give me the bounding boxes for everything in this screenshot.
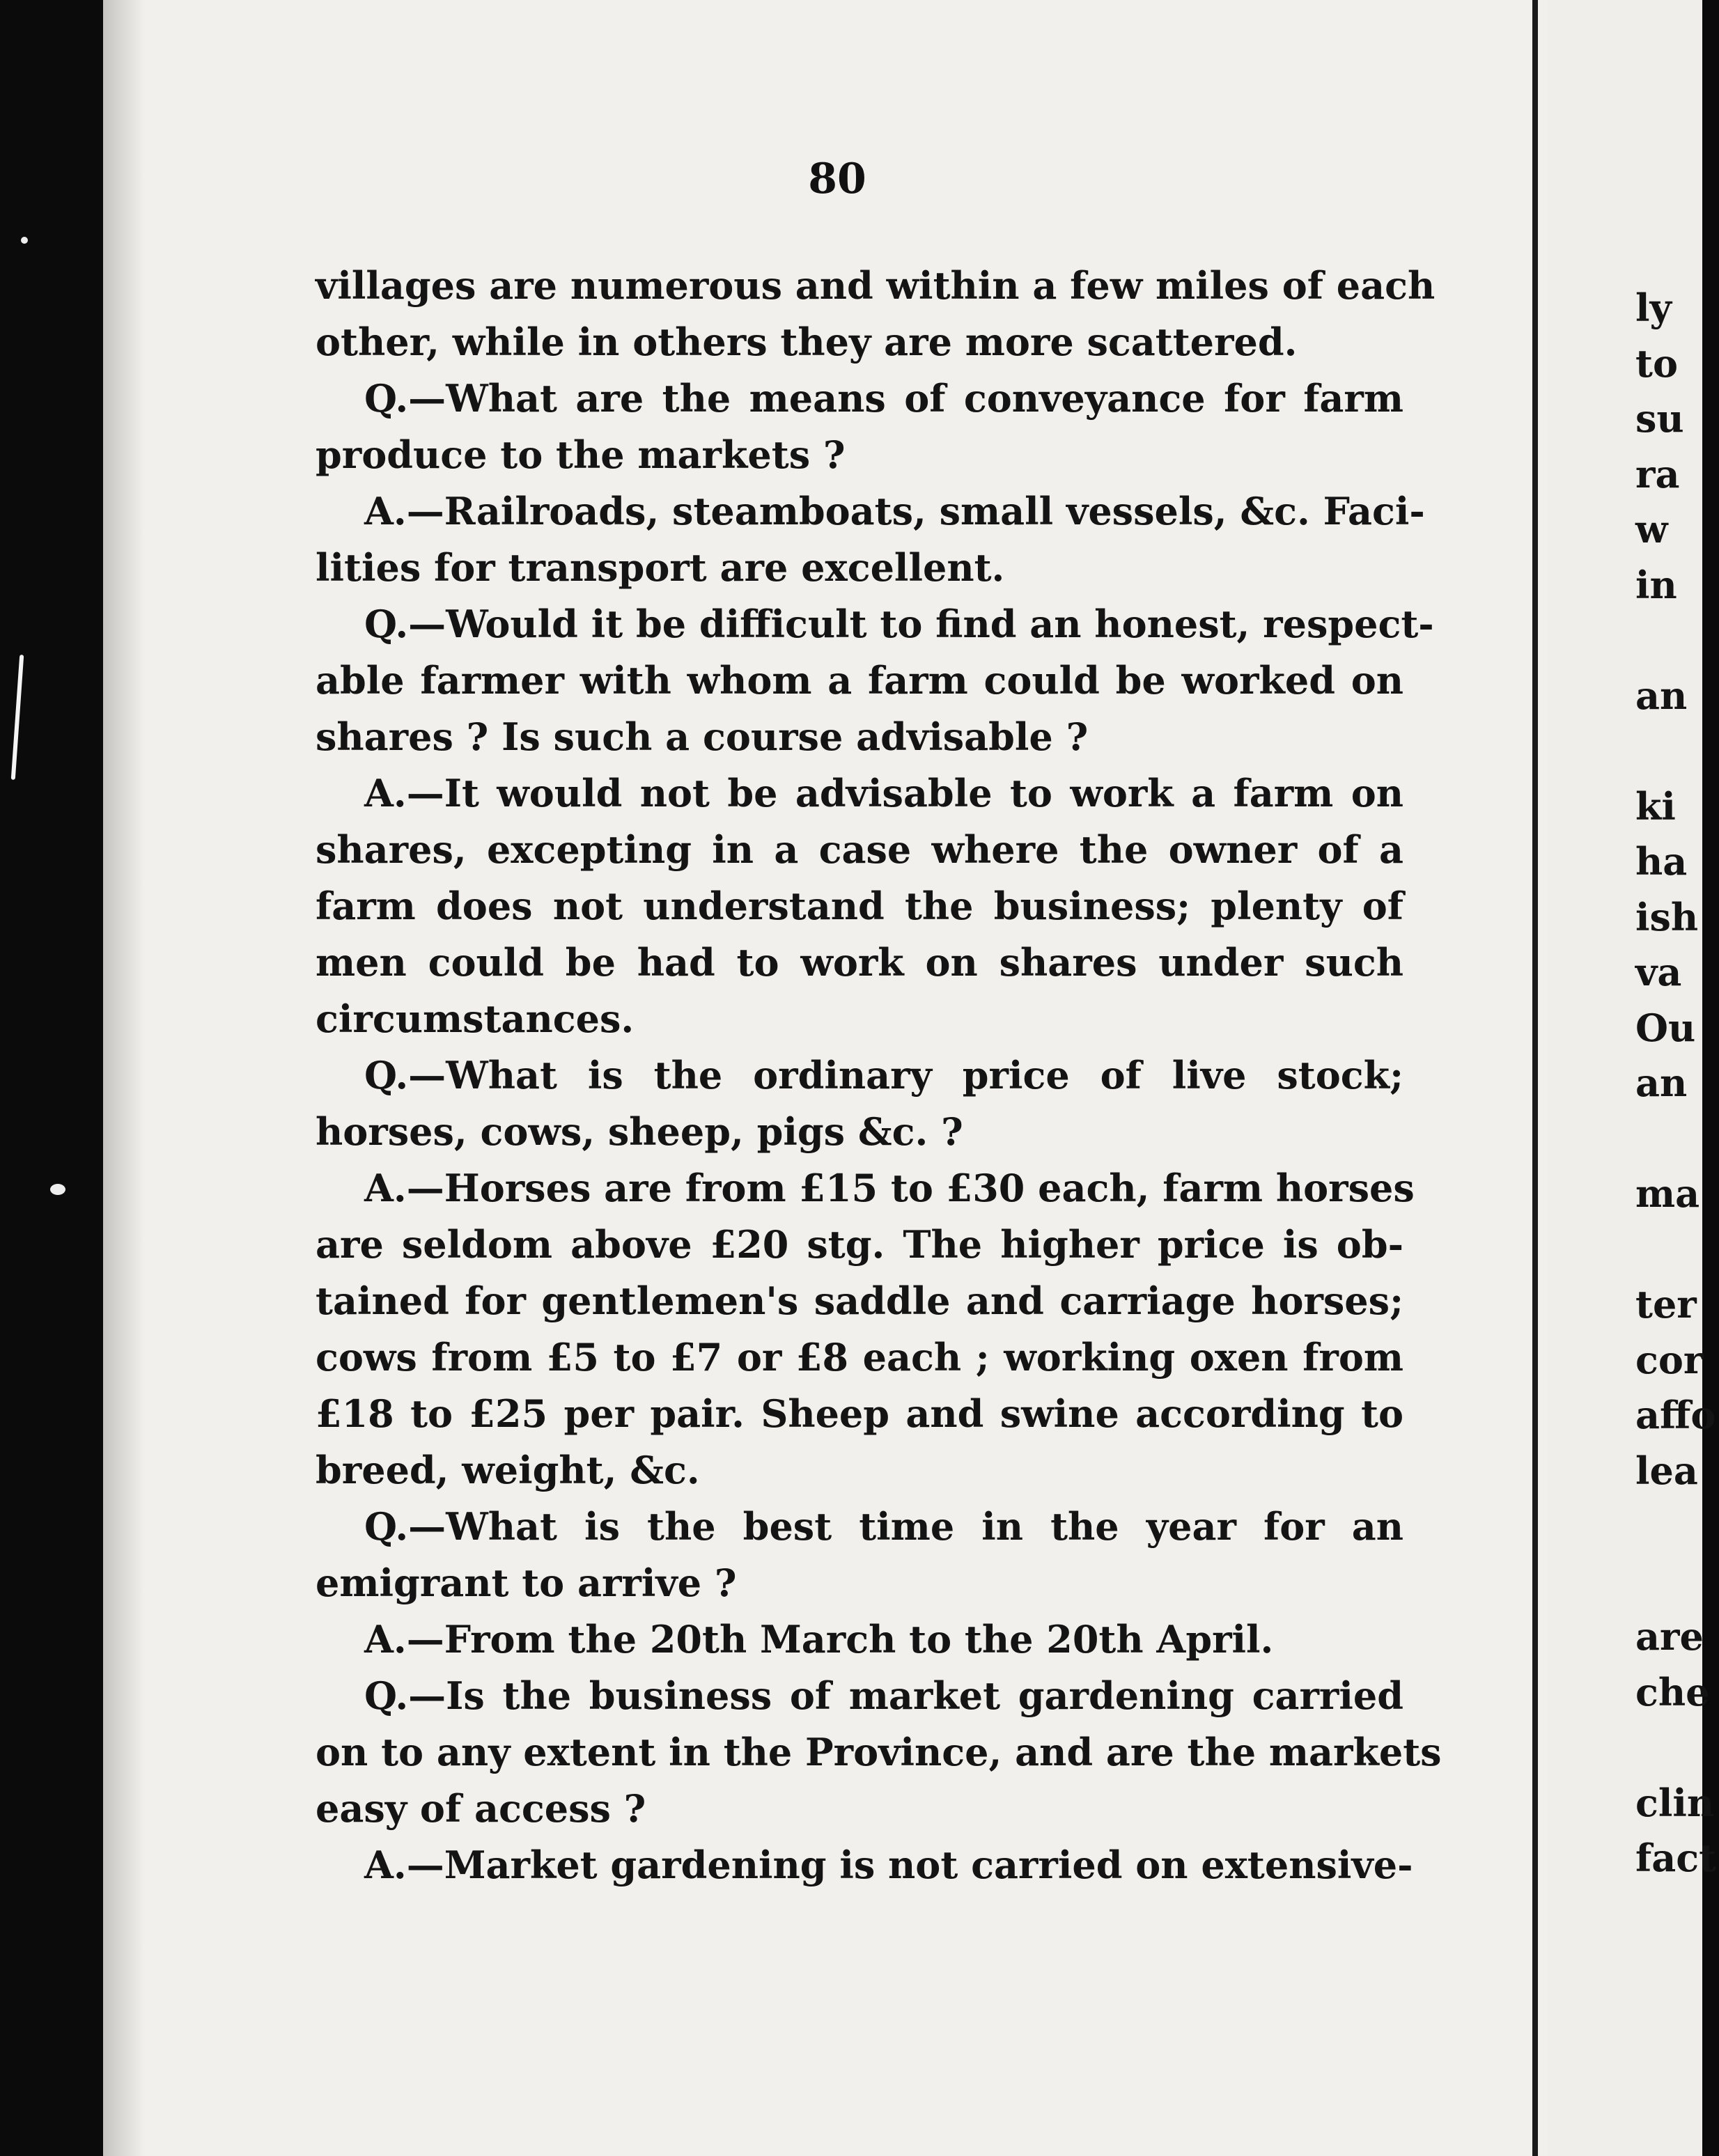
text-line: other, while in others they are more scattered. bbox=[316, 320, 1298, 364]
facing-page-fragment: ma bbox=[1635, 1171, 1700, 1216]
facing-page-fragment: ter bbox=[1635, 1282, 1697, 1327]
text-line: A.—Market gardening is not carried on extensive- bbox=[364, 1843, 1413, 1887]
text-line: tained for gentlemen's saddle and carriage horses; bbox=[316, 1279, 1403, 1323]
facing-page-fragment: affo bbox=[1635, 1393, 1716, 1437]
facing-page-fragment: fact bbox=[1635, 1836, 1717, 1880]
facing-page-fragment: cor bbox=[1635, 1337, 1704, 1382]
facing-page-fragment: w bbox=[1635, 507, 1668, 552]
text-line: cows from £5 to £7 or £8 each ; working oxen from bbox=[316, 1335, 1403, 1380]
text-line: circumstances. bbox=[316, 997, 635, 1041]
facing-page-fragment: an bbox=[1635, 673, 1688, 718]
text-line: farm does not understand the business; plenty of bbox=[316, 884, 1403, 928]
margin-speck bbox=[21, 237, 28, 244]
text-line: emigrant to arrive ? bbox=[316, 1561, 737, 1605]
text-line: on to any extent in the Province, and are the markets bbox=[316, 1730, 1442, 1774]
text-line: A.—It would not be advisable to work a farm on bbox=[364, 771, 1403, 815]
text-line: shares, excepting in a case where the owner of a bbox=[316, 827, 1403, 872]
text-line: shares ? Is such a course advisable ? bbox=[316, 714, 1089, 759]
body-text bbox=[316, 258, 1442, 1893]
facing-page-fragment: che bbox=[1635, 1669, 1710, 1714]
text-line: produce to the markets ? bbox=[316, 432, 846, 477]
text-line: £18 to £25 per pair. Sheep and swine according to bbox=[316, 1391, 1403, 1436]
text-line: Q.—What is the ordinary price of live stock; bbox=[364, 1053, 1403, 1097]
facing-page-fragment: ly bbox=[1635, 286, 1672, 330]
facing-page-fragment: ha bbox=[1635, 839, 1688, 884]
text-line: Q.—Would it be difficult to find an honest, respect- bbox=[364, 602, 1434, 646]
facing-page-fragment: in bbox=[1635, 562, 1677, 607]
facing-page-fragment: ra bbox=[1635, 451, 1680, 497]
facing-page-fragment: lea bbox=[1635, 1448, 1698, 1493]
page-edge-shadow bbox=[103, 0, 145, 2156]
text-line: A.—Railroads, steamboats, small vessels, &c. Faci- bbox=[364, 489, 1425, 533]
facing-page-fragment: an bbox=[1635, 1061, 1688, 1105]
margin-speck bbox=[50, 1184, 65, 1195]
facing-page-fragment: Ou bbox=[1635, 1005, 1696, 1050]
text-line: able farmer with whom a farm could be worked on bbox=[316, 658, 1403, 703]
text-line: men could be had to work on shares under such bbox=[316, 940, 1403, 985]
facing-page-fragment: ish bbox=[1635, 894, 1699, 939]
facing-page-fragment: are bbox=[1635, 1614, 1704, 1659]
text-line: breed, weight, &c. bbox=[316, 1448, 700, 1492]
book-gutter bbox=[1532, 0, 1538, 2156]
text-line: Q.—What are the means of conveyance for farm bbox=[364, 376, 1403, 421]
text-line: lities for transport are excellent. bbox=[316, 545, 1005, 590]
text-line: A.—Horses are from £15 to £30 each, farm horses bbox=[364, 1166, 1415, 1210]
facing-page-fragment: clin bbox=[1635, 1780, 1715, 1825]
facing-page-fragment: ki bbox=[1635, 783, 1676, 829]
text-line: Q.—What is the best time in the year for an bbox=[364, 1504, 1403, 1549]
text-line: horses, cows, sheep, pigs &c. ? bbox=[316, 1109, 963, 1154]
margin-scratch bbox=[11, 655, 24, 780]
text-line: are seldom above £20 stg. The higher price is ob- bbox=[316, 1222, 1403, 1267]
text-line: Q.—Is the business of market gardening carried bbox=[364, 1673, 1403, 1718]
facing-page-fragment: to bbox=[1635, 341, 1678, 386]
facing-page-fragment: su bbox=[1635, 396, 1684, 441]
text-line: A.—From the 20th March to the 20th April. bbox=[364, 1617, 1274, 1662]
text-line: villages are numerous and within a few miles of each bbox=[316, 263, 1436, 308]
page-number: 80 bbox=[808, 155, 866, 203]
text-line: easy of access ? bbox=[316, 1786, 646, 1831]
facing-page-fragment: va bbox=[1635, 950, 1682, 994]
